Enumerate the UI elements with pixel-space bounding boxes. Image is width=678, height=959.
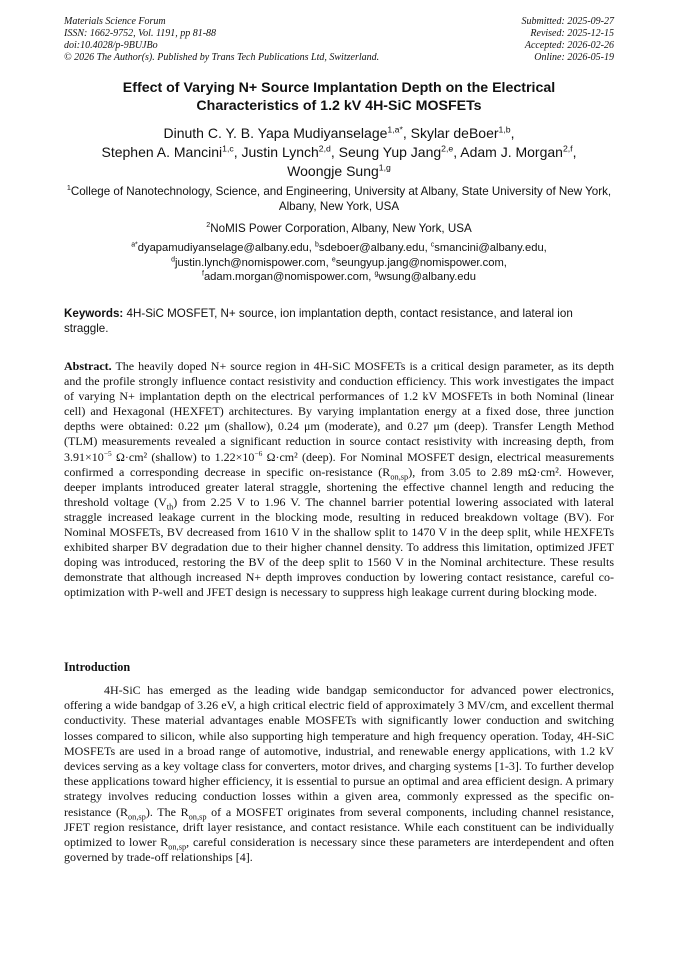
keywords <box>64 306 614 336</box>
title-line-2: Characteristics of 1.2 kV 4H-SiC MOSFETs <box>196 98 482 114</box>
author-7: Woongje Sung$^{1,g}$ <box>287 162 391 179</box>
email-f[interactable]: $^f$adam.morgan@nomispower.com <box>202 270 369 283</box>
author-5: Seung Yup Jang$^{2,e}$ <box>338 143 454 160</box>
journal-doi: doi:10.4028/p-9BUJBo <box>64 40 158 51</box>
affiliation-2: $^2$NoMIS Power Corporation, Albany, New York, USA <box>206 220 472 235</box>
abstract-label: Abstract. <box>64 359 112 373</box>
journal-name: Materials Science Forum <box>64 16 166 27</box>
author-emails: $^{a*}$dyapamudiyanselage@albany.edu, $^b$sdeboer@albany.edu, $^c$smancini@albany.edu, $^d$justin.lynch@nomispower.com, $^e$seungyup.jang@nomispower.com, $^f$adam.morgan@nomispower.com, $^g$wsung@albany.edu <box>131 241 547 283</box>
author-2: Skylar deBoer$^{1,b}$ <box>410 124 511 141</box>
publication-dates <box>522 16 615 64</box>
author-3: Stephen A. Mancini$^{1,c}$ <box>101 143 234 160</box>
abstract: Abstract. The heavily doped N+ source region in 4H-SiC MOSFETs is a critical design parameter, as its depth and the profile strongly influence contact resistivity and conduction efficiency. This work investigates the impact of varying N+ implantation depth on the electrical performances of 1.2 kV MOSFETs in both Nominal (linear cell) and Hexagonal (HEXFET) architectures. By varying implantation energy at a fixed dose, three junction depths were obtained: 0.22 μm (shallow), 0.24 μm (moderate), and 0.27 μm (deep). Transfer Length Method (TLM) measurements revealed a significant reduction in source contact resistivity with increasing depth, from $3.91\times 10^{-5}$ Ω·cm² (shallow) to $1.22\times 10^{-6}$ Ω·cm² (deep). For Nominal MOSFET design, electrical measurements confirmed a corresponding decrease in specific on-resistance $(R_{on,sp})$, from 3.05 to 2.89 mΩ·cm². However, deeper implants introduced greater lateral straggle, shortening the effective channel length and reducing the threshold voltage $(V_{th})$ from 2.25 V to 1.96 V. The channel barrier potential lowering associated with lateral straggle increased leakage current in the blocking mode, resulting in reduced breakdown voltage (BV). For Nominal MOSFETs, BV decreased from 1610 V in the shallow split to 1470 V in the deep split, while HEXFETs exhibited sharper BV degradation due to their higher channel density. To address this limitation, optimized JFET doping was introduced, restoring the BV of the deep split to 1560 V in the Nominal architecture. These results demonstrate that although increased N+ depth improves conduction by lowering contact resistance, careful co-optimization with P-well and JFET design is necessary to suppress high leakage current during blocking mode. <box>64 359 614 600</box>
affiliation-1: $^1$College of Nanotechnology, Science, and Engineering, University at Albany, State University of New York, Albany, New York, USA <box>66 183 612 213</box>
accepted-date: Accepted: 2026-02-26 <box>524 40 614 51</box>
online-date: Online: 2026-05-19 <box>534 52 614 63</box>
email-b[interactable]: $^b$sdeboer@albany.edu <box>315 241 425 254</box>
keywords-label: Keywords: <box>64 307 124 320</box>
journal-issn: ISSN: 1662-9752, Vol. 1191, pp 81-88 <box>64 28 217 39</box>
submitted-date: Submitted: 2025-09-27 <box>521 16 614 27</box>
journal-info <box>64 16 379 64</box>
email-c[interactable]: $^c$smancini@albany.edu <box>430 241 544 254</box>
author-4: Justin Lynch$^{2,d}$ <box>241 143 331 160</box>
email-e[interactable]: $^e$seungyup.jang@nomispower.com <box>331 255 504 269</box>
title-line-1: Effect of Varying N+ Source Implantation Depth on the Electrical <box>122 80 556 96</box>
journal-copyright: © 2026 The Author(s). Published by Trans Tech Publications Ltd, Switzerland. <box>64 52 380 63</box>
intro-heading: Introduction <box>64 660 131 674</box>
intro-paragraph: 4H-SiC has emerged as the leading wide bandgap semiconductor for advanced power electronics, offering a wide bandgap of 3.26 eV, a high critical electric field of approximately 3 MV/cm, and excellent thermal conductivity. These material advantages enable MOSFETs with significantly lower conduction and switching losses compared to silicon, while also supporting high temperature and high frequency operation. Today, 4H-SiC MOSFETs are used in a broad range of automotive, industrial, and renewable energy applications, with 1.2 kV devices serving as a key voltage class for converters, motor drives, and charging systems [1-3]. To further develop these applications toward higher efficiency, it is essential to pursue an optimal and area efficient design. A primary strategy involves reducing conduction losses within a given area, commonly expressed as the specific on-resistance $(R_{on,sp})$. The $R_{on,sp}$ of a MOSFET originates from several components, including channel resistance, JFET region resistance, drift layer resistance, and contact resistance. While each constituent can be individually optimized to lower $R_{on,sp}$, careful consideration is necessary since these parameters are interdependent and often governed by trade-off relationships [4]. <box>64 683 614 865</box>
revised-date: Revised: 2025-12-15 <box>530 28 614 39</box>
author-list: Dinuth C. Y. B. Yapa Mudiyanselage$^{1,a*}$, Skylar deBoer$^{1,b}$, Stephen A. Mancini$^{1,c}$, Justin Lynch$^{2,d}$, Seung Yup Jang$^{2,e}$, Adam J. Morgan$^{2,f}$, Woongje Sung$^{1,g}$ <box>101 124 577 179</box>
email-g[interactable]: $^g$wsung@albany.edu <box>374 270 476 283</box>
paper-title <box>64 79 614 115</box>
author-1: Dinuth C. Y. B. Yapa Mudiyanselage$^{1,a*}$ <box>163 124 403 141</box>
keywords-text: 4H-SiC MOSFET, N+ source, ion implantation depth, contact resistance, and lateral ion straggle. <box>64 307 573 335</box>
author-6: Adam J. Morgan$^{2,f}$ <box>460 143 573 160</box>
email-a[interactable]: $^{a*}$dyapamudiyanselage@albany.edu <box>131 241 309 254</box>
email-d[interactable]: $^d$justin.lynch@nomispower.com <box>171 255 326 269</box>
